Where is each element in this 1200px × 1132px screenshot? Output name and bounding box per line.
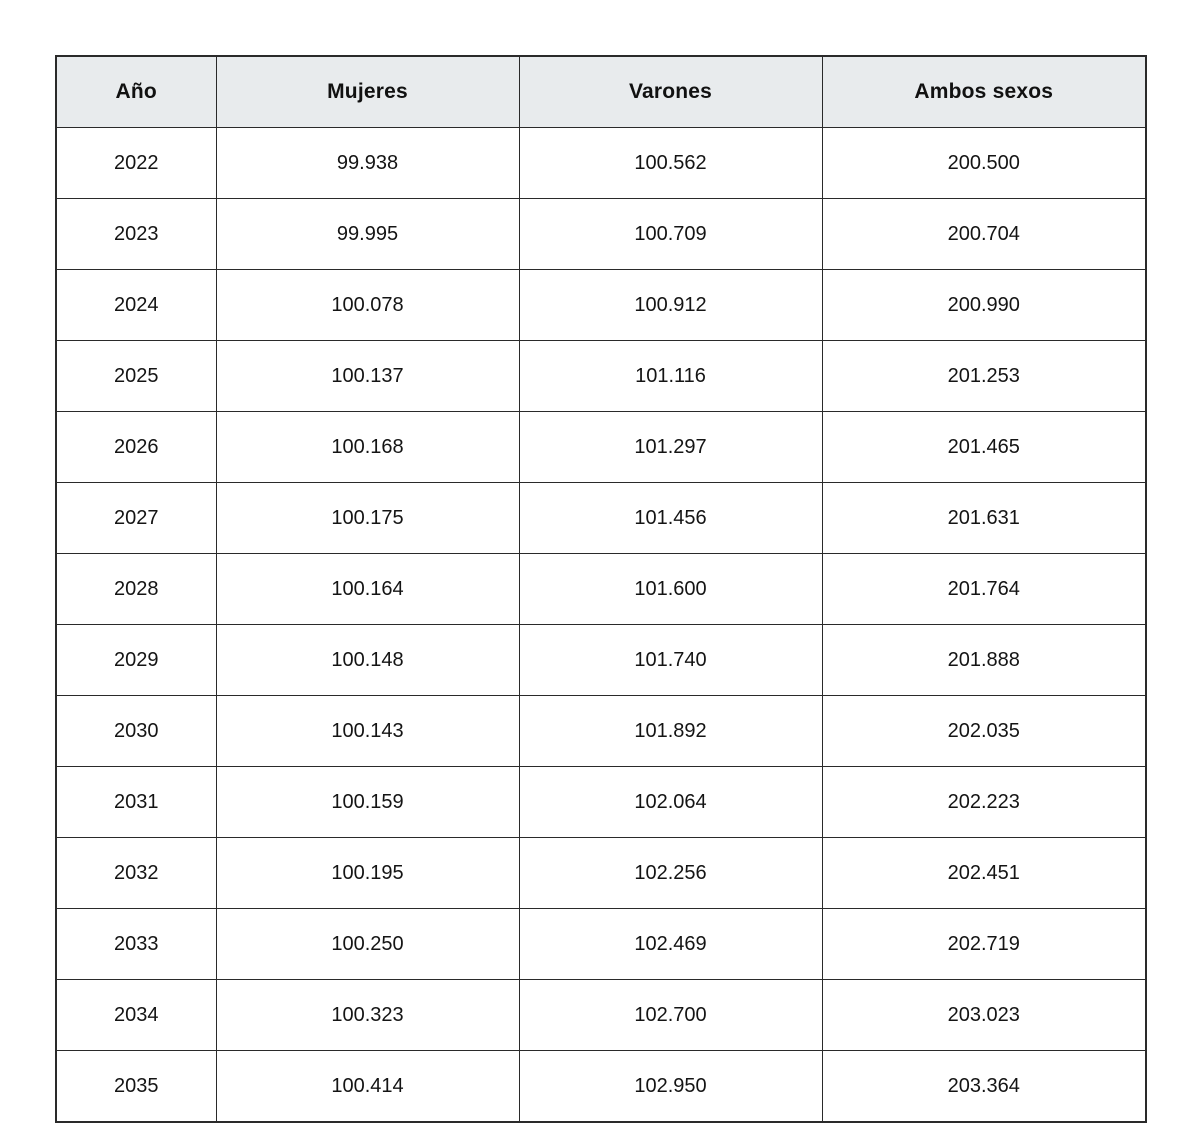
cell-year: 2033 <box>56 909 216 980</box>
cell-both: 201.764 <box>822 554 1146 625</box>
cell-men: 101.892 <box>519 696 822 767</box>
cell-women: 100.175 <box>216 483 519 554</box>
table-header <box>56 56 1146 128</box>
cell-year: 2032 <box>56 838 216 909</box>
cell-women: 100.250 <box>216 909 519 980</box>
table-row <box>56 1051 1146 1123</box>
cell-year: 2030 <box>56 696 216 767</box>
cell-year: 2027 <box>56 483 216 554</box>
cell-men: 100.912 <box>519 270 822 341</box>
table-header-row <box>56 56 1146 128</box>
cell-year: 2022 <box>56 128 216 199</box>
cell-year: 2031 <box>56 767 216 838</box>
cell-both: 202.223 <box>822 767 1146 838</box>
cell-both: 201.888 <box>822 625 1146 696</box>
cell-men: 102.064 <box>519 767 822 838</box>
cell-both: 200.990 <box>822 270 1146 341</box>
cell-both: 200.500 <box>822 128 1146 199</box>
column-header-both-sexes: Ambos sexos <box>822 56 1146 128</box>
column-header-women: Mujeres <box>216 56 519 128</box>
cell-both: 202.451 <box>822 838 1146 909</box>
cell-year: 2035 <box>56 1051 216 1123</box>
cell-women: 99.938 <box>216 128 519 199</box>
table-row <box>56 554 1146 625</box>
table-row <box>56 625 1146 696</box>
cell-men: 101.740 <box>519 625 822 696</box>
cell-women: 100.168 <box>216 412 519 483</box>
cell-men: 102.469 <box>519 909 822 980</box>
cell-both: 203.364 <box>822 1051 1146 1123</box>
table-row <box>56 696 1146 767</box>
cell-women: 100.148 <box>216 625 519 696</box>
cell-both: 202.035 <box>822 696 1146 767</box>
cell-women: 100.143 <box>216 696 519 767</box>
cell-year: 2028 <box>56 554 216 625</box>
cell-both: 202.719 <box>822 909 1146 980</box>
table-row <box>56 270 1146 341</box>
table-row <box>56 483 1146 554</box>
cell-men: 101.116 <box>519 341 822 412</box>
cell-year: 2029 <box>56 625 216 696</box>
cell-men: 102.256 <box>519 838 822 909</box>
table-row <box>56 767 1146 838</box>
cell-women: 100.078 <box>216 270 519 341</box>
cell-men: 100.562 <box>519 128 822 199</box>
table-row <box>56 909 1146 980</box>
cell-women: 100.323 <box>216 980 519 1051</box>
cell-year: 2025 <box>56 341 216 412</box>
cell-both: 201.631 <box>822 483 1146 554</box>
table-row <box>56 128 1146 199</box>
cell-women: 100.164 <box>216 554 519 625</box>
cell-women: 100.195 <box>216 838 519 909</box>
cell-year: 2024 <box>56 270 216 341</box>
column-header-men: Varones <box>519 56 822 128</box>
cell-men: 101.456 <box>519 483 822 554</box>
cell-women: 100.159 <box>216 767 519 838</box>
column-header-year: Año <box>56 56 216 128</box>
table-body <box>56 128 1146 1123</box>
cell-men: 102.950 <box>519 1051 822 1123</box>
cell-men: 100.709 <box>519 199 822 270</box>
cell-year: 2026 <box>56 412 216 483</box>
cell-men: 101.600 <box>519 554 822 625</box>
table-row <box>56 980 1146 1051</box>
cell-women: 100.414 <box>216 1051 519 1123</box>
table-row <box>56 199 1146 270</box>
cell-women: 100.137 <box>216 341 519 412</box>
cell-women: 99.995 <box>216 199 519 270</box>
table-row <box>56 412 1146 483</box>
cell-men: 101.297 <box>519 412 822 483</box>
cell-both: 201.253 <box>822 341 1146 412</box>
population-projection-table <box>55 55 1147 1123</box>
cell-year: 2023 <box>56 199 216 270</box>
cell-both: 200.704 <box>822 199 1146 270</box>
cell-both: 203.023 <box>822 980 1146 1051</box>
cell-both: 201.465 <box>822 412 1146 483</box>
table-row <box>56 838 1146 909</box>
table-row <box>56 341 1146 412</box>
cell-men: 102.700 <box>519 980 822 1051</box>
cell-year: 2034 <box>56 980 216 1051</box>
